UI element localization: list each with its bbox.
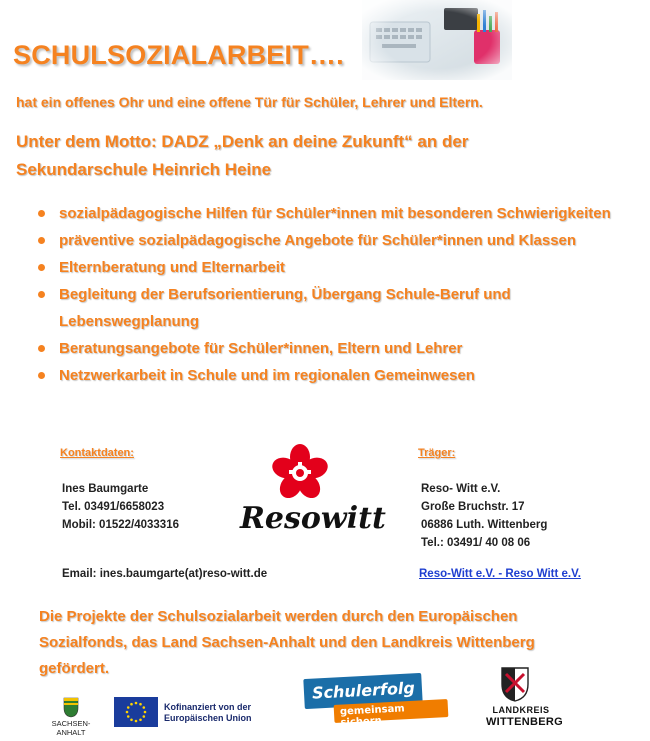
funding-text: Die Projekte der Schulsozialarbeit werden durch den Europäischen Sozialfonds, das Land Sachsen-Anhalt und den Landkreis Wittenberg gefördert. [39,608,535,677]
carrier-website-link[interactable]: Reso-Witt e.V. - Reso Witt e.V. [419,568,581,580]
motto-line-2: Sekundarschule Heinrich Heine [16,160,272,179]
eu-logo [114,697,264,729]
contact-mobile: Mobil: 01522/4033316 [62,519,179,531]
schulerfolg-badge: Schulerfolg [303,673,422,709]
contact-label: Kontaktdaten: [60,447,134,459]
sachsen-anhalt-label: SACHSEN-ANHALT [51,719,91,737]
list-item: Elternberatung und Elternarbeit [38,254,643,281]
carrier-phone: Tel.: 03491/ 40 08 06 [421,537,531,549]
contact-details [62,480,179,534]
landkreis-label: LANDKREIS [492,705,550,715]
eu-cofinanced-text: Kofinanziert von der Europäischen Union [164,702,252,723]
eu-flag-icon [114,697,158,727]
coat-of-arms-icon [40,696,102,718]
carrier-street: Große Bruchstr. 17 [421,501,525,513]
contact-name: Ines Baumgarte [62,483,149,495]
motto-line-1: Unter dem Motto: DADZ „Denk an deine Zukunft“ an der [16,132,469,151]
bullet-icon [38,237,45,244]
sachsen-anhalt-logo [40,696,102,737]
page-title: SCHULSOZIALARBEIT…. [13,40,344,70]
bullet-icon [38,264,45,271]
list-item: präventive sozialpädagogische Angebote für Schüler*innen und Klassen [38,227,643,254]
district-shield-icon [500,666,530,702]
subtitle: hat ein offenes Ohr und eine offene Tür für Schüler, Lehrer und Eltern. [16,94,483,110]
contact-phone: Tel. 03491/6658023 [62,501,165,513]
schulerfolg-ribbon: gemeinsam sichern [334,699,449,723]
motto [16,128,616,184]
landkreis-wittenberg-logo [486,666,576,734]
list-item: Beratungsangebote für Schüler*innen, Eltern und Lehrer [38,335,643,362]
carrier-org: Reso- Witt e.V. [421,483,501,495]
schulerfolg-logo [304,676,452,729]
bullet-icon [38,372,45,379]
resowitt-wordmark: Resowitt [240,501,386,536]
carrier-city: 06886 Luth. Wittenberg [421,519,548,531]
list-item: Netzwerkarbeit in Schule und im regionalen Gemeinwesen [38,362,643,389]
resowitt-logo [240,443,386,543]
bullet-icon [38,291,45,298]
bullet-icon [38,345,45,352]
wittenberg-label: WITTENBERG [486,716,563,728]
bullet-icon [38,210,45,217]
carrier-label: Träger: [418,447,456,459]
offer-list [38,200,643,389]
list-item: sozialpädagogische Hilfen für Schüler*innen mit besonderen Schwierigkeiten [38,200,643,227]
carrier-details [421,480,547,552]
contact-email: Email: ines.baumgarte(at)reso-witt.de [62,568,268,580]
header-photo [362,0,512,80]
list-item: Begleitung der Berufsorientierung, Übergang Schule-Beruf und Lebenswegplanung [38,281,643,335]
